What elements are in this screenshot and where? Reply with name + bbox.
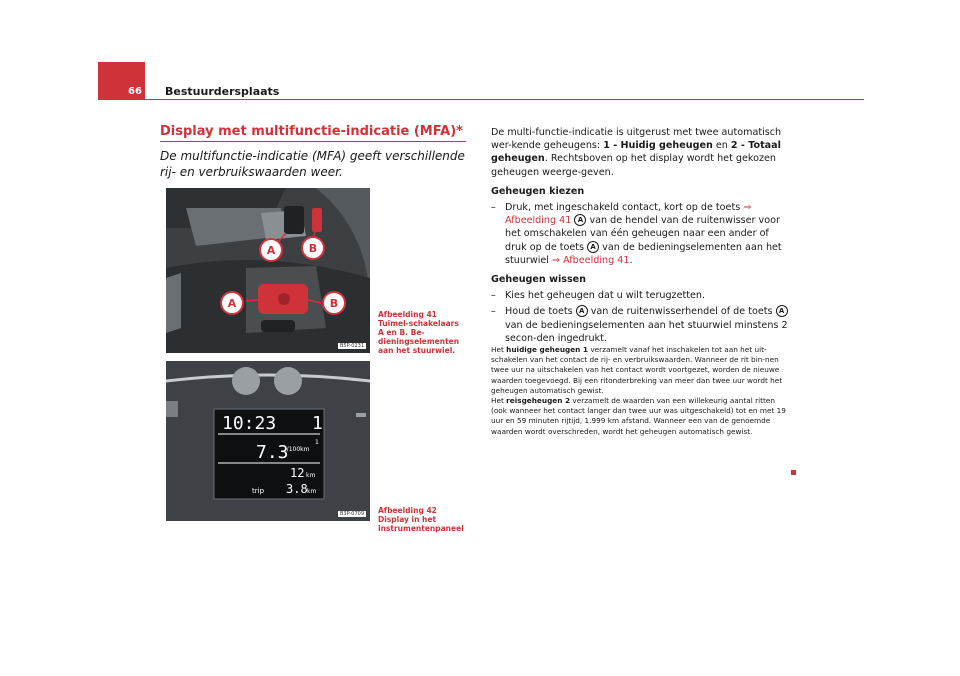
list-item: – Druk, met ingeschakeld contact, kort op de toets ⇒ Afbeelding 41 A van de hendel van de ruitenwisser voor het omschakelen van één geheugen naar een ander of druk op de toets A van de bedieningselementen aan het stuurwiel ⇒ Afbeelding 41. (491, 202, 782, 266)
callout-a2: A (227, 297, 237, 310)
display-trip-label: trip (252, 487, 265, 495)
figure-code: B3P-0709 (339, 511, 364, 517)
display-range-unit: km (306, 472, 316, 479)
display-memory: 1 (312, 413, 323, 434)
display-range: 12 (290, 466, 305, 480)
section-rule (160, 141, 466, 142)
callout-a: A (266, 244, 276, 257)
figure-link[interactable]: ⇒ Afbeelding 41 (505, 202, 752, 227)
key-a-icon: A (587, 241, 599, 253)
callout-b: B (308, 242, 318, 255)
key-a-icon: A (576, 305, 588, 317)
figure-instrument-display (166, 361, 370, 521)
figure-41-caption: Afbeelding 41 Tuimel-schakelaars A en B. Be-dieningselementen aan het stuurwiel. (378, 310, 460, 355)
note-current-memory: Het huidige geheugen 1 verzamelt vanaf het inschakelen tot aan het uit-schakelen van het contact de rij- en verbruikswaarden. Wanneer de rit bin-nen twee uur na uitschakelen van het contact wordt voortgezet, worden de nieuwe waarden toegevoegd. Bij een ritonderbreking van meer dan twee uur wordt het geheugen automatisch gewist. (491, 345, 783, 395)
header-rule (98, 99, 864, 100)
page-number: 66 (128, 86, 142, 97)
body-text (491, 126, 791, 437)
paragraph-memories: De multi-functie-indicatie is uitgerust met twee automatisch wer-kende geheugens: 1 - Huidig geheugen en 2 - Totaal geheugen. Rechtsboven op het display wordt het gekozen geheugen weerge-geven. (491, 127, 782, 178)
display-memory-small: 1 (315, 439, 319, 446)
display-trip-value: 3.8 (286, 482, 308, 496)
figure-steering-controls (166, 188, 370, 353)
list-item: – Kies het geheugen dat u wilt terugzetten. (491, 290, 706, 302)
figure-link[interactable]: ⇒ Afbeelding 41 (552, 254, 630, 266)
key-a-icon: A (574, 214, 586, 226)
display-consumption-unit: l/100km (285, 446, 310, 453)
subheading-select: Geheugen kiezen (491, 185, 585, 197)
figure-code: B5P-0231 (339, 343, 364, 349)
figure-42-caption: Afbeelding 42 Display in het instrumentenpaneel (378, 506, 464, 533)
callout-b2: B (329, 297, 339, 310)
display-time: 10:23 (222, 413, 277, 434)
display-consumption: 7.3 (256, 442, 289, 463)
subheading-clear: Geheugen wissen (491, 274, 587, 286)
list-item: – Houd de toets A van de ruitenwisserhendel of de toets A van de bedieningselementen aan het stuurwiel minstens 2 secon-den ingedrukt. (491, 306, 788, 344)
section-intro: De multifunctie-indicatie (MFA) geeft verschillende rij- en verbruikswaarden weer. (160, 149, 465, 179)
note-trip-memory: Het reisgeheugen 2 verzamelt de waarden van een willekeurig aantal ritten (ook wanneer het contact langer dan twee uur was uitgeschakeld) tot en met 19 uur en 59 minuten rijtijd, 1.999 km afstand. Wanneer een van de genoemde waarden wordt overschreden, wordt het geheugen automatisch gewist. (491, 396, 786, 436)
display-trip-unit: km (307, 488, 317, 495)
section-title: Display met multifunctie-indicatie (MFA)* (160, 124, 463, 139)
steering-illustration (166, 188, 370, 353)
display-illustration (166, 361, 370, 521)
section-end-mark (791, 470, 796, 475)
running-title: Bestuurdersplaats (165, 85, 280, 98)
key-a-icon: A (776, 305, 788, 317)
